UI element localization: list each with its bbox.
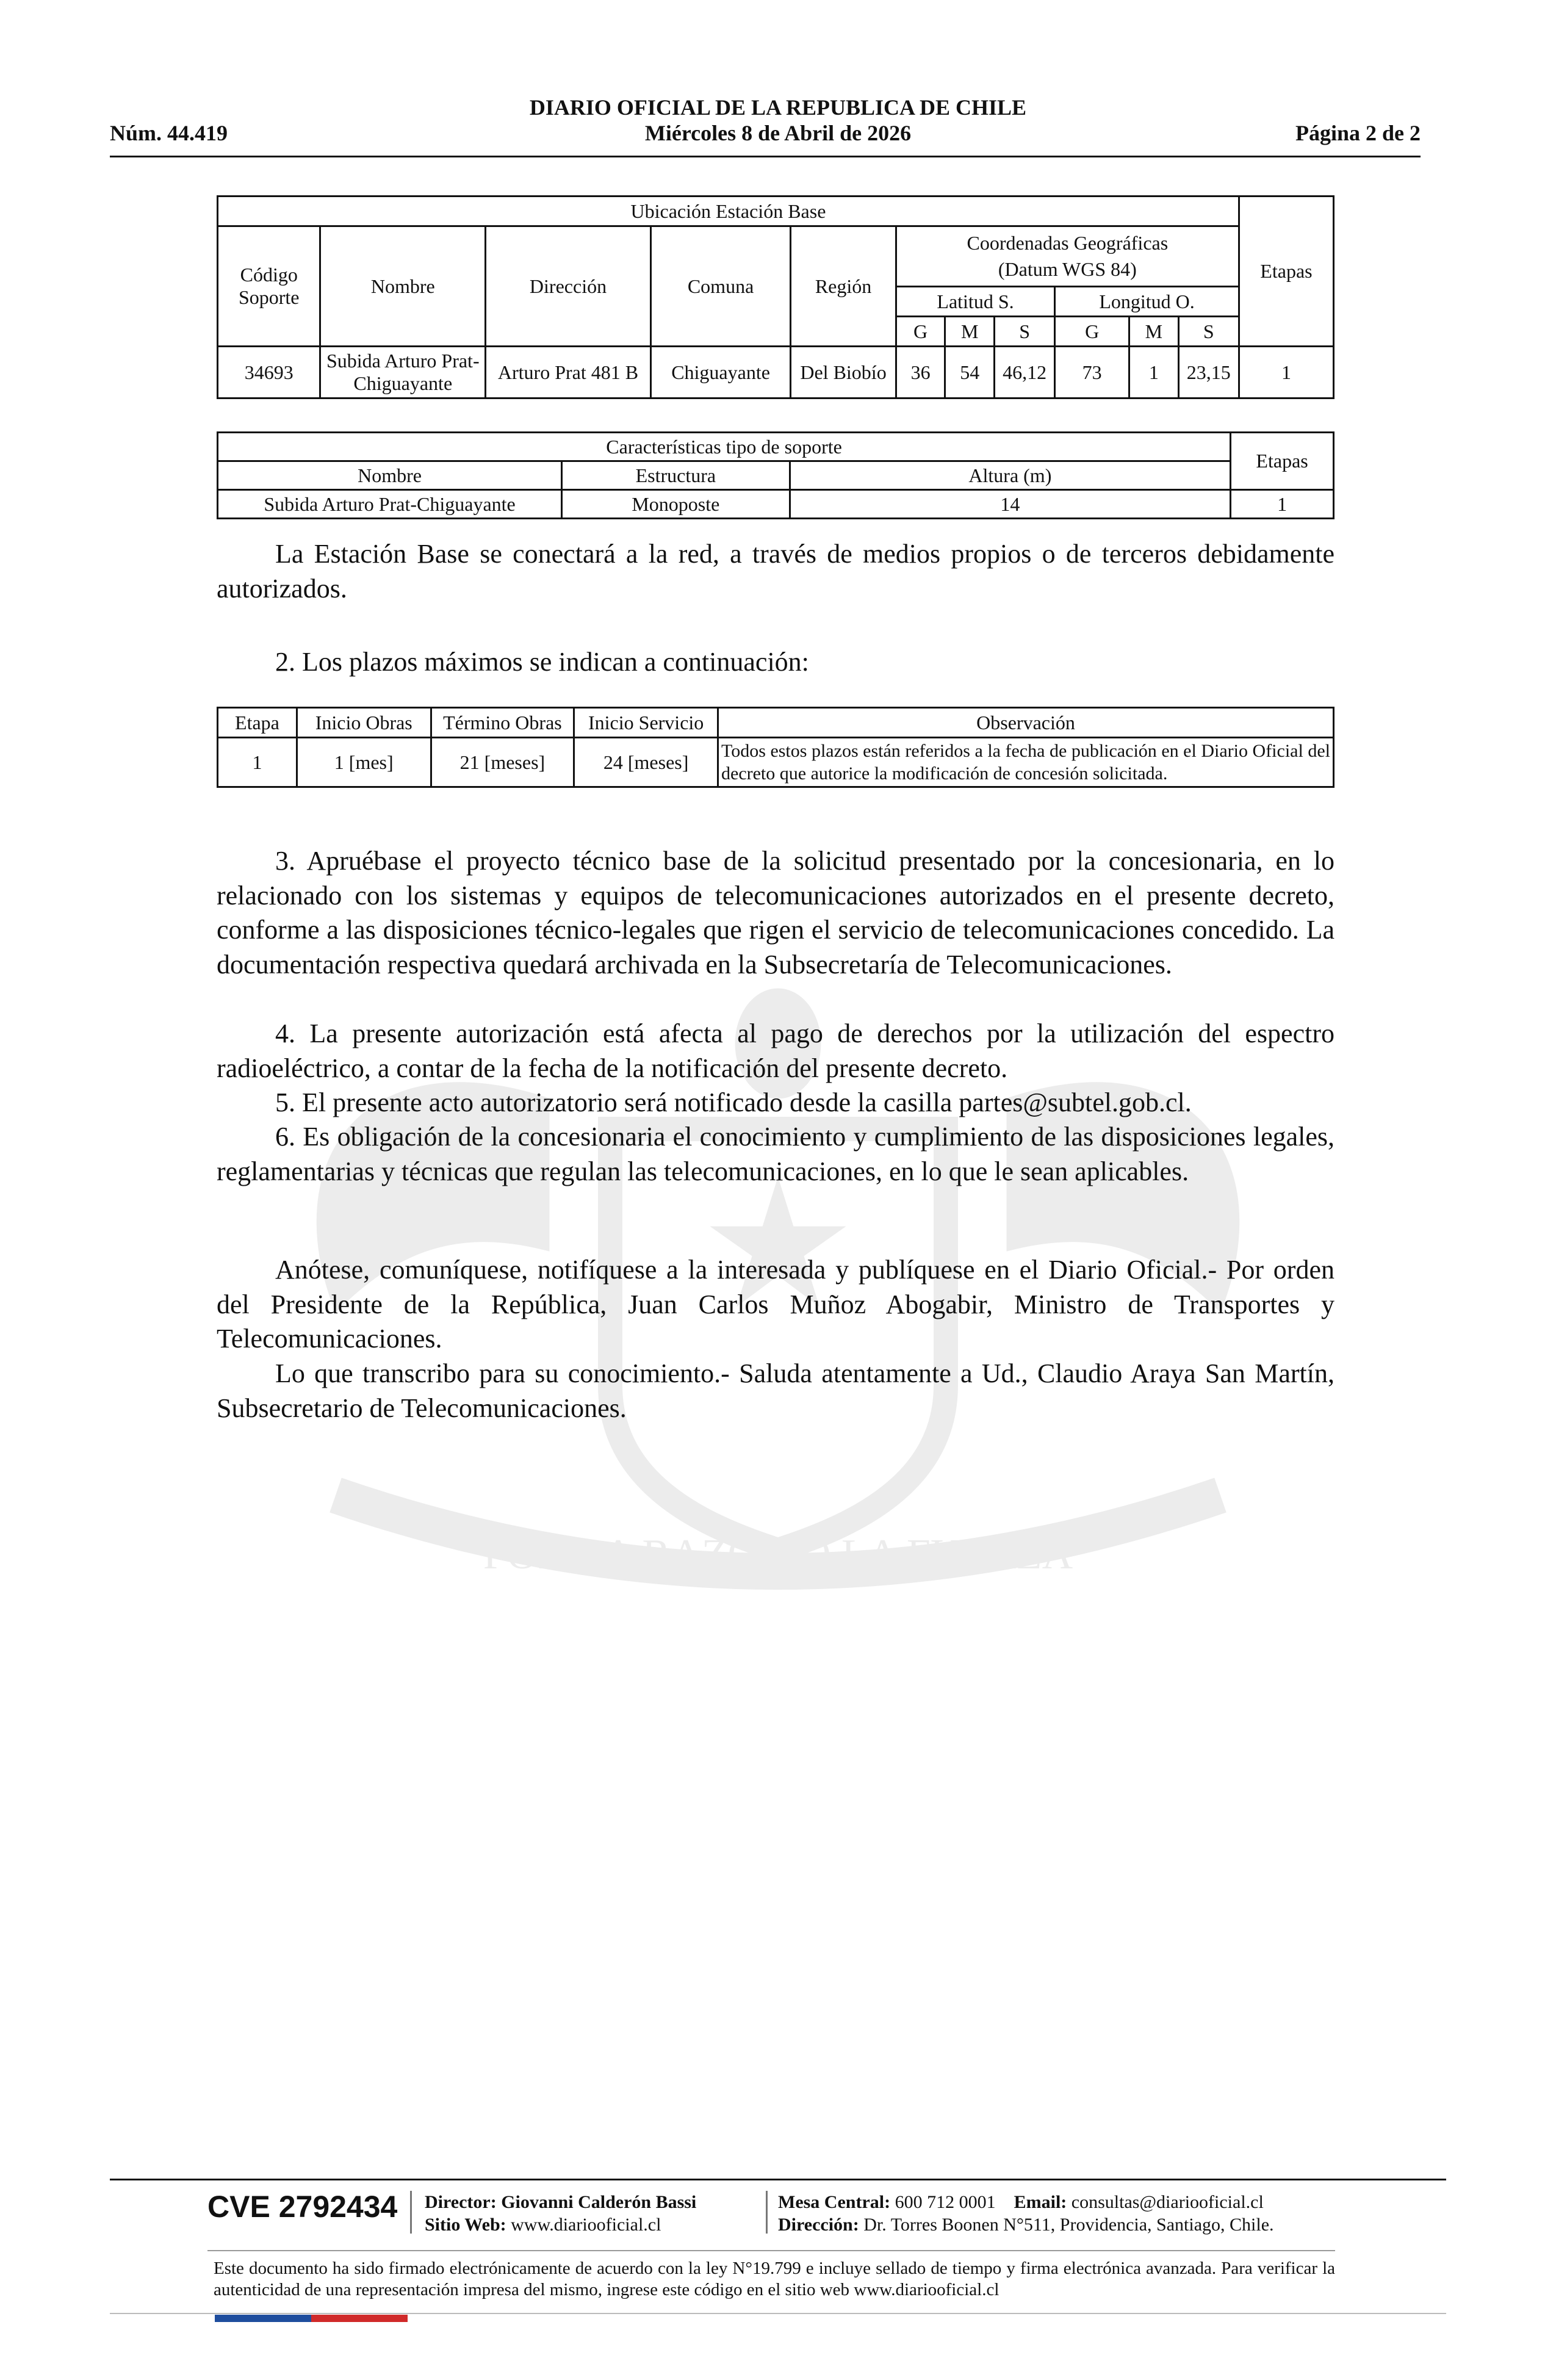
lat-m-cell: 54 bbox=[945, 347, 995, 398]
lon-degrees-header: G bbox=[1055, 317, 1129, 347]
footer-contact-block bbox=[778, 2191, 1274, 2236]
paragraph-5: 5. El presente acto autorizatorio será notificado desde la casilla partes@subtel.gob.cl. bbox=[275, 1087, 1192, 1117]
table2-etapas-header: Etapas bbox=[1231, 433, 1334, 490]
table2-estructura-header: Estructura bbox=[562, 461, 790, 490]
table1-region-header: Región bbox=[791, 226, 896, 347]
direccion-value: Dr. Torres Boonen N°511, Providencia, Santiago, Chile. bbox=[863, 2215, 1274, 2235]
lon-minutes-header: M bbox=[1129, 317, 1179, 347]
legal-notice: Este documento ha sido firmado electrónicamente de acuerdo con la ley N°19.799 e incluye sellado de tiempo y firma electrónica avanzada. Para verificar la autenticidad de una representación impresa del mismo, ingrese este código en el sitio web www.diariooficial.cl bbox=[214, 2259, 1335, 2299]
watermark-motto: POR LA RAZON O LA FUERZA bbox=[483, 1531, 1073, 1578]
base-station-location-table bbox=[217, 195, 1334, 399]
etapas-cell: 1 bbox=[1239, 347, 1333, 398]
lon-seconds-header: S bbox=[1178, 317, 1239, 347]
termino-obras-cell: 21 [meses] bbox=[431, 738, 574, 787]
table2-altura-header: Altura (m) bbox=[790, 461, 1231, 490]
table1-top-header: Ubicación Estación Base bbox=[218, 197, 1239, 226]
longitude-header: Longitud O. bbox=[1055, 287, 1239, 317]
coordinates-title: Coordenadas Geográficas bbox=[967, 232, 1169, 254]
etapa-header: Etapa bbox=[218, 708, 297, 738]
email-label: Email: bbox=[1014, 2192, 1067, 2212]
region-cell: Del Biobío bbox=[791, 347, 896, 398]
paragraph-plazos: 2. Los plazos máximos se indican a continuación: bbox=[275, 647, 809, 677]
codigo-cell: 34693 bbox=[218, 347, 320, 398]
table-row bbox=[218, 738, 1334, 787]
issue-date: Miércoles 8 de Abril de 2026 bbox=[644, 121, 912, 145]
observacion-header: Observación bbox=[718, 708, 1334, 738]
footer-divider bbox=[110, 2179, 1446, 2180]
table2-nombre-cell: Subida Arturo Prat-Chiguayante bbox=[218, 490, 562, 519]
direccion-cell: Arturo Prat 481 B bbox=[486, 347, 651, 398]
sitio-link[interactable]: www.diariooficial.cl bbox=[511, 2215, 661, 2235]
issue-number: Núm. 44.419 bbox=[110, 121, 228, 145]
lon-s-cell: 23,15 bbox=[1178, 347, 1239, 398]
flag-stripe-blue bbox=[215, 2315, 311, 2322]
table1-etapas-header: Etapas bbox=[1239, 197, 1333, 347]
paragraph-6: 6. Es obligación de la concesionaria el conocimiento y cumplimiento de las disposiciones legales, reglamentarias y técnicas que regulan las telecomunicaciones, en lo que le sean aplicables. bbox=[217, 1122, 1334, 1186]
lat-seconds-header: S bbox=[995, 317, 1055, 347]
termino-obras-header: Término Obras bbox=[431, 708, 574, 738]
flag-stripe-red bbox=[311, 2315, 408, 2322]
footer-director-block bbox=[425, 2191, 696, 2236]
table2-altura-cell: 14 bbox=[790, 490, 1231, 519]
lon-g-cell: 73 bbox=[1055, 347, 1129, 398]
table2-estructura-cell: Monoposte bbox=[562, 490, 790, 519]
mesa-label: Mesa Central: bbox=[778, 2192, 891, 2212]
page-indicator: Página 2 de 2 bbox=[1295, 121, 1421, 145]
table-row bbox=[218, 490, 1334, 519]
support-characteristics-table bbox=[217, 431, 1334, 519]
etapa-cell: 1 bbox=[218, 738, 297, 787]
table1-codigo-header: Código Soporte bbox=[218, 226, 320, 347]
table1-direccion-header: Dirección bbox=[486, 226, 651, 347]
table-row bbox=[218, 347, 1334, 398]
cve-code: CVE 2792434 bbox=[207, 2190, 398, 2224]
paragraph-transcribo: Lo que transcribo para su conocimiento.- Saluda atentamente a Ud., Claudio Araya San Martín, Subsecretario de Telecomunicaciones. bbox=[217, 1358, 1334, 1423]
director-name: Giovanni Calderón Bassi bbox=[501, 2192, 697, 2212]
table1-coordinates-header bbox=[896, 226, 1239, 287]
footer-separator bbox=[410, 2191, 412, 2234]
lat-degrees-header: G bbox=[896, 317, 945, 347]
nombre-cell: Subida Arturo Prat-Chiguayante bbox=[320, 347, 486, 398]
deadlines-table bbox=[217, 707, 1334, 788]
comuna-cell: Chiguayante bbox=[650, 347, 790, 398]
latitude-header: Latitud S. bbox=[896, 287, 1054, 317]
mesa-value: 600 712 0001 bbox=[895, 2192, 996, 2212]
inicio-servicio-cell: 24 [meses] bbox=[574, 738, 718, 787]
director-label: Director: bbox=[425, 2192, 497, 2212]
lat-s-cell: 46,12 bbox=[995, 347, 1055, 398]
footer-separator bbox=[766, 2191, 768, 2234]
inicio-servicio-header: Inicio Servicio bbox=[574, 708, 718, 738]
email-link[interactable]: consultas@diariooficial.cl bbox=[1071, 2192, 1264, 2212]
coordinates-datum: (Datum WGS 84) bbox=[998, 258, 1137, 280]
lon-m-cell: 1 bbox=[1129, 347, 1179, 398]
inicio-obras-cell: 1 [mes] bbox=[297, 738, 431, 787]
header-divider bbox=[110, 156, 1421, 157]
table1-nombre-header: Nombre bbox=[320, 226, 486, 347]
paragraph-4: 4. La presente autorización está afecta al pago de derechos por la utilización del espectro radioeléctrico, a contar de la fecha de la notificación del presente decreto. bbox=[217, 1019, 1334, 1083]
lat-minutes-header: M bbox=[945, 317, 995, 347]
paragraph-red: La Estación Base se conectará a la red, a través de medios propios o de terceros debidamente autorizados. bbox=[217, 539, 1334, 604]
table2-nombre-header: Nombre bbox=[218, 461, 562, 490]
inicio-obras-header: Inicio Obras bbox=[297, 708, 431, 738]
footer-inner-divider bbox=[207, 2250, 1335, 2251]
table1-comuna-header: Comuna bbox=[650, 226, 790, 347]
newspaper-title: DIARIO OFICIAL DE LA REPUBLICA DE CHILE bbox=[529, 95, 1027, 120]
paragraph-3: 3. Apruébase el proyecto técnico base de la solicitud presentado por la concesionaria, en lo relacionado con los sistemas y equipos de telecomunicaciones autorizados en el presente decreto, conforme a las disposiciones técnico-legales que rigen el servicio de telecomunicaciones concedido. La documentación respectiva quedará archivada en la Subsecretaría de Telecomunicaciones. bbox=[217, 846, 1334, 979]
lat-g-cell: 36 bbox=[896, 347, 945, 398]
observacion-cell: Todos estos plazos están referidos a la fecha de publicación en el Diario Oficial del decreto que autorice la modificación de concesión solicitada. bbox=[718, 738, 1334, 787]
direccion-label: Dirección: bbox=[778, 2215, 859, 2235]
table2-etapas-cell: 1 bbox=[1231, 490, 1334, 519]
sitio-label: Sitio Web: bbox=[425, 2215, 506, 2235]
table2-top-header: Características tipo de soporte bbox=[218, 433, 1231, 461]
paragraph-anotese: Anótese, comuníquese, notifíquese a la interesada y publíquese en el Diario Oficial.- Por orden del Presidente de la República, Juan Carlos Muñoz Abogabir, Ministro de Transportes y Telecomunicaciones. bbox=[217, 1255, 1334, 1354]
footer-bottom-divider bbox=[110, 2313, 1446, 2314]
